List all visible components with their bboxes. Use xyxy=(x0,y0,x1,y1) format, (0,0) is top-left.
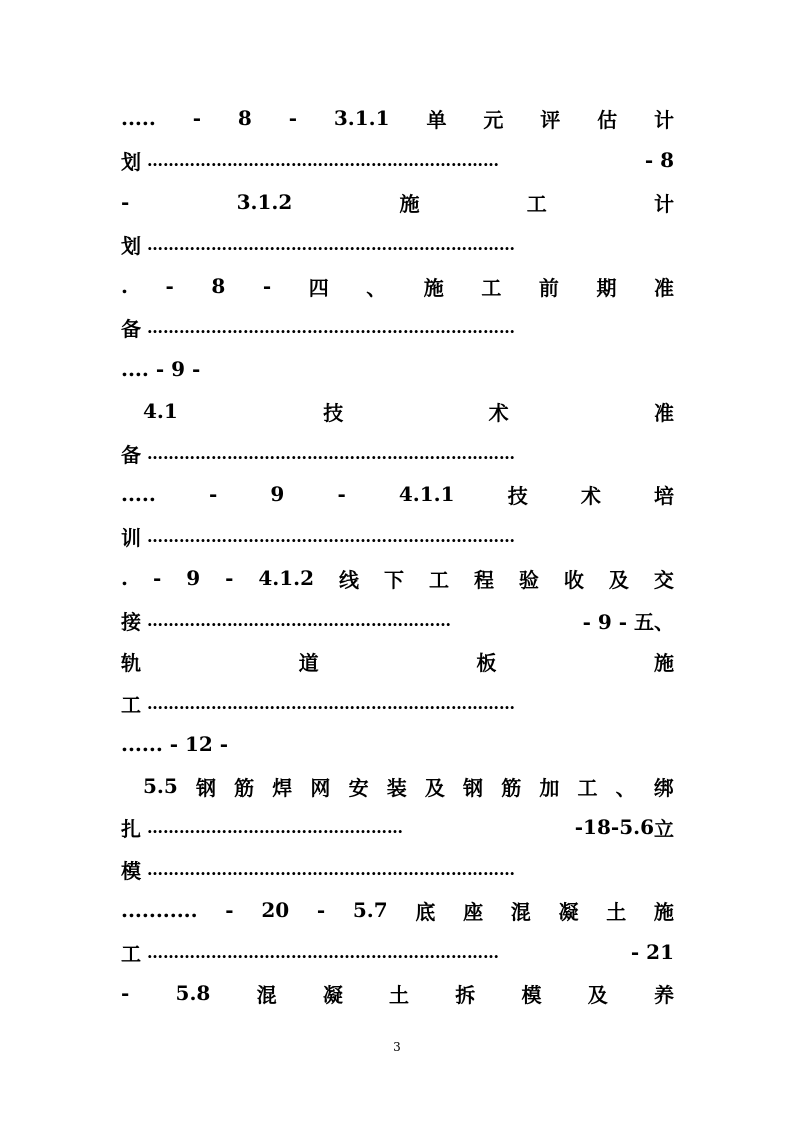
toc-text: 计 xyxy=(653,107,674,132)
toc-line xyxy=(143,771,674,801)
toc-text: 接 xyxy=(121,609,141,634)
toc-text: 轨 xyxy=(121,650,141,675)
toc-text: 混 xyxy=(510,899,531,924)
toc-text: 5.8 xyxy=(175,981,211,1005)
toc-text: 划 xyxy=(121,149,141,174)
toc-text: 模 xyxy=(521,982,542,1007)
toc-text: 5.5 xyxy=(143,774,178,798)
toc-text: 技 xyxy=(323,400,344,425)
toc-text: - xyxy=(288,106,297,130)
toc-text: 前 xyxy=(538,275,559,300)
toc-text: 3.1.1 xyxy=(333,106,390,130)
toc-line xyxy=(121,646,674,676)
toc-text: . xyxy=(121,566,128,590)
toc-leader-dots: …………………………………………………………… xyxy=(147,234,515,254)
toc-text: - 8 xyxy=(644,148,674,172)
toc-text: 工 xyxy=(428,567,449,592)
toc-leader-dots: ………………………………………… xyxy=(147,817,403,837)
toc-text: 训 xyxy=(121,525,141,550)
toc-text: - xyxy=(165,274,174,298)
toc-text: 工 xyxy=(481,275,502,300)
toc-text: - xyxy=(121,190,130,214)
toc-leader-dots: …………………………………………………………… xyxy=(147,693,515,713)
toc-text: 期 xyxy=(596,275,617,300)
toc-text: 8 xyxy=(237,106,252,130)
toc-text: ........... xyxy=(121,898,198,922)
toc-line xyxy=(121,187,674,217)
toc-text: - xyxy=(574,815,584,839)
toc-line xyxy=(121,605,674,635)
toc-text: 划 xyxy=(121,233,141,258)
toc-text: 术 xyxy=(580,483,601,508)
toc-text: 工 xyxy=(121,941,141,966)
toc-text: - 21 xyxy=(630,940,674,964)
toc-text: 4.1 xyxy=(143,399,178,423)
toc-text: 及 xyxy=(608,567,629,592)
toc-line xyxy=(143,396,674,426)
toc-text: 备 xyxy=(121,316,141,341)
toc-text: 绑 xyxy=(653,775,674,800)
toc-text: 钢 xyxy=(195,775,216,800)
toc-text: 凝 xyxy=(322,982,343,1007)
toc-text: 下 xyxy=(384,567,405,592)
toc-text: 验 xyxy=(518,567,539,592)
toc-text: 及 xyxy=(424,775,445,800)
toc-leader-dots: …………………………………………………………… xyxy=(147,443,515,463)
toc-line xyxy=(121,229,674,259)
toc-text: 术 xyxy=(488,400,509,425)
toc-text: 5.6 xyxy=(619,815,654,839)
toc-text: 筋 xyxy=(501,775,522,800)
toc-text: - xyxy=(610,815,620,839)
toc-text: 备 xyxy=(121,442,141,467)
toc-text: 4.1.1 xyxy=(398,482,455,506)
toc-text: 技 xyxy=(507,483,528,508)
toc-text: 装 xyxy=(386,775,407,800)
toc-text: 3.1.2 xyxy=(236,190,293,214)
toc-line xyxy=(121,854,674,884)
toc-text: 施 xyxy=(653,899,674,924)
toc-text: - xyxy=(225,898,234,922)
toc-text: 座 xyxy=(463,899,484,924)
toc-line xyxy=(121,978,674,1008)
toc-text: 程 xyxy=(473,567,494,592)
toc-text: 道 xyxy=(298,650,319,675)
toc-leader-dots: ………………………………………………………… xyxy=(147,150,499,170)
toc-text: 9 xyxy=(270,482,285,506)
toc-text: 工 xyxy=(577,775,598,800)
toc-text: 施 xyxy=(399,191,420,216)
toc-text: . xyxy=(121,274,128,298)
toc-line xyxy=(121,688,674,718)
toc-text: 混 xyxy=(256,982,277,1007)
toc-leader-dots: …………………………………………………………… xyxy=(147,526,515,546)
toc-text: ...... - 12 - xyxy=(121,732,229,756)
toc-text: 、 xyxy=(615,775,636,800)
toc-text: 交 xyxy=(653,567,674,592)
toc-text: 焊 xyxy=(272,775,293,800)
toc-line xyxy=(121,354,674,384)
toc-line xyxy=(121,145,674,175)
toc-text: - xyxy=(192,106,202,130)
toc-text: - xyxy=(208,482,218,506)
toc-text: 凝 xyxy=(558,899,579,924)
toc-leader-dots: …………………………………………………………… xyxy=(147,317,515,337)
toc-leader-dots: ………………………………………………… xyxy=(147,610,451,630)
toc-text: 钢 xyxy=(463,775,484,800)
toc-text: 计 xyxy=(654,191,674,216)
toc-text: 加 xyxy=(539,775,560,800)
toc-text: 及 xyxy=(587,982,608,1007)
toc-line xyxy=(121,937,674,967)
toc-text: 评 xyxy=(540,107,561,132)
toc-text: 单 xyxy=(426,107,447,132)
toc-text: 养 xyxy=(653,982,674,1007)
toc-text: ..... xyxy=(121,106,156,130)
toc-text: 线 xyxy=(339,567,360,592)
toc-text: 网 xyxy=(310,775,331,800)
toc-text: 筋 xyxy=(234,775,255,800)
toc-text: 土 xyxy=(606,899,627,924)
toc-text: - 9 - 五、 xyxy=(582,609,674,634)
toc-text: 、 xyxy=(366,275,387,300)
toc-text: 四 xyxy=(308,275,329,300)
toc-line xyxy=(121,479,674,509)
toc-leader-dots: …………………………………………………………… xyxy=(147,859,515,879)
toc-text: - xyxy=(262,274,272,298)
toc-text: 9 xyxy=(186,566,201,590)
toc-text: 扎 xyxy=(121,816,141,841)
toc-line xyxy=(121,563,674,593)
toc-text: 立 xyxy=(654,816,674,841)
toc-text: 底 xyxy=(415,899,436,924)
toc-text: 准 xyxy=(653,275,674,300)
toc-line xyxy=(121,312,674,342)
toc-text: 收 xyxy=(563,567,584,592)
toc-text: 4.1.2 xyxy=(258,566,315,590)
toc-text: 培 xyxy=(653,483,674,508)
toc-leader-dots: ………………………………………………………… xyxy=(147,942,499,962)
toc-text: 施 xyxy=(653,650,674,675)
toc-text: 18 xyxy=(583,815,611,839)
toc-text: 安 xyxy=(348,775,369,800)
toc-line xyxy=(121,271,674,301)
toc-text: 板 xyxy=(476,650,497,675)
toc-text: 估 xyxy=(597,107,618,132)
toc-text: .... - 9 - xyxy=(121,357,201,381)
toc-text: 工 xyxy=(121,692,141,717)
toc-text: 施 xyxy=(423,275,444,300)
page-number: 3 xyxy=(393,1040,401,1054)
toc-text: 5.7 xyxy=(352,898,388,922)
toc-text: - xyxy=(121,981,130,1005)
toc-text: 元 xyxy=(483,107,504,132)
toc-text: - xyxy=(225,566,234,590)
toc-text: 模 xyxy=(121,858,141,883)
toc-line xyxy=(121,438,674,468)
toc-text: 8 xyxy=(211,274,226,298)
toc-text: - xyxy=(316,898,326,922)
toc-line xyxy=(121,895,674,925)
toc-text: 土 xyxy=(389,982,410,1007)
toc-line xyxy=(121,812,674,842)
toc-text: - xyxy=(152,566,162,590)
toc-text: 拆 xyxy=(455,982,476,1007)
toc-line xyxy=(121,521,674,551)
toc-text: ..... xyxy=(121,482,156,506)
toc-text: 20 xyxy=(261,898,290,922)
toc-line xyxy=(121,103,674,133)
toc-text: 工 xyxy=(526,191,547,216)
toc-text: 准 xyxy=(653,400,674,425)
toc-text: - xyxy=(337,482,346,506)
toc-line xyxy=(121,729,674,759)
